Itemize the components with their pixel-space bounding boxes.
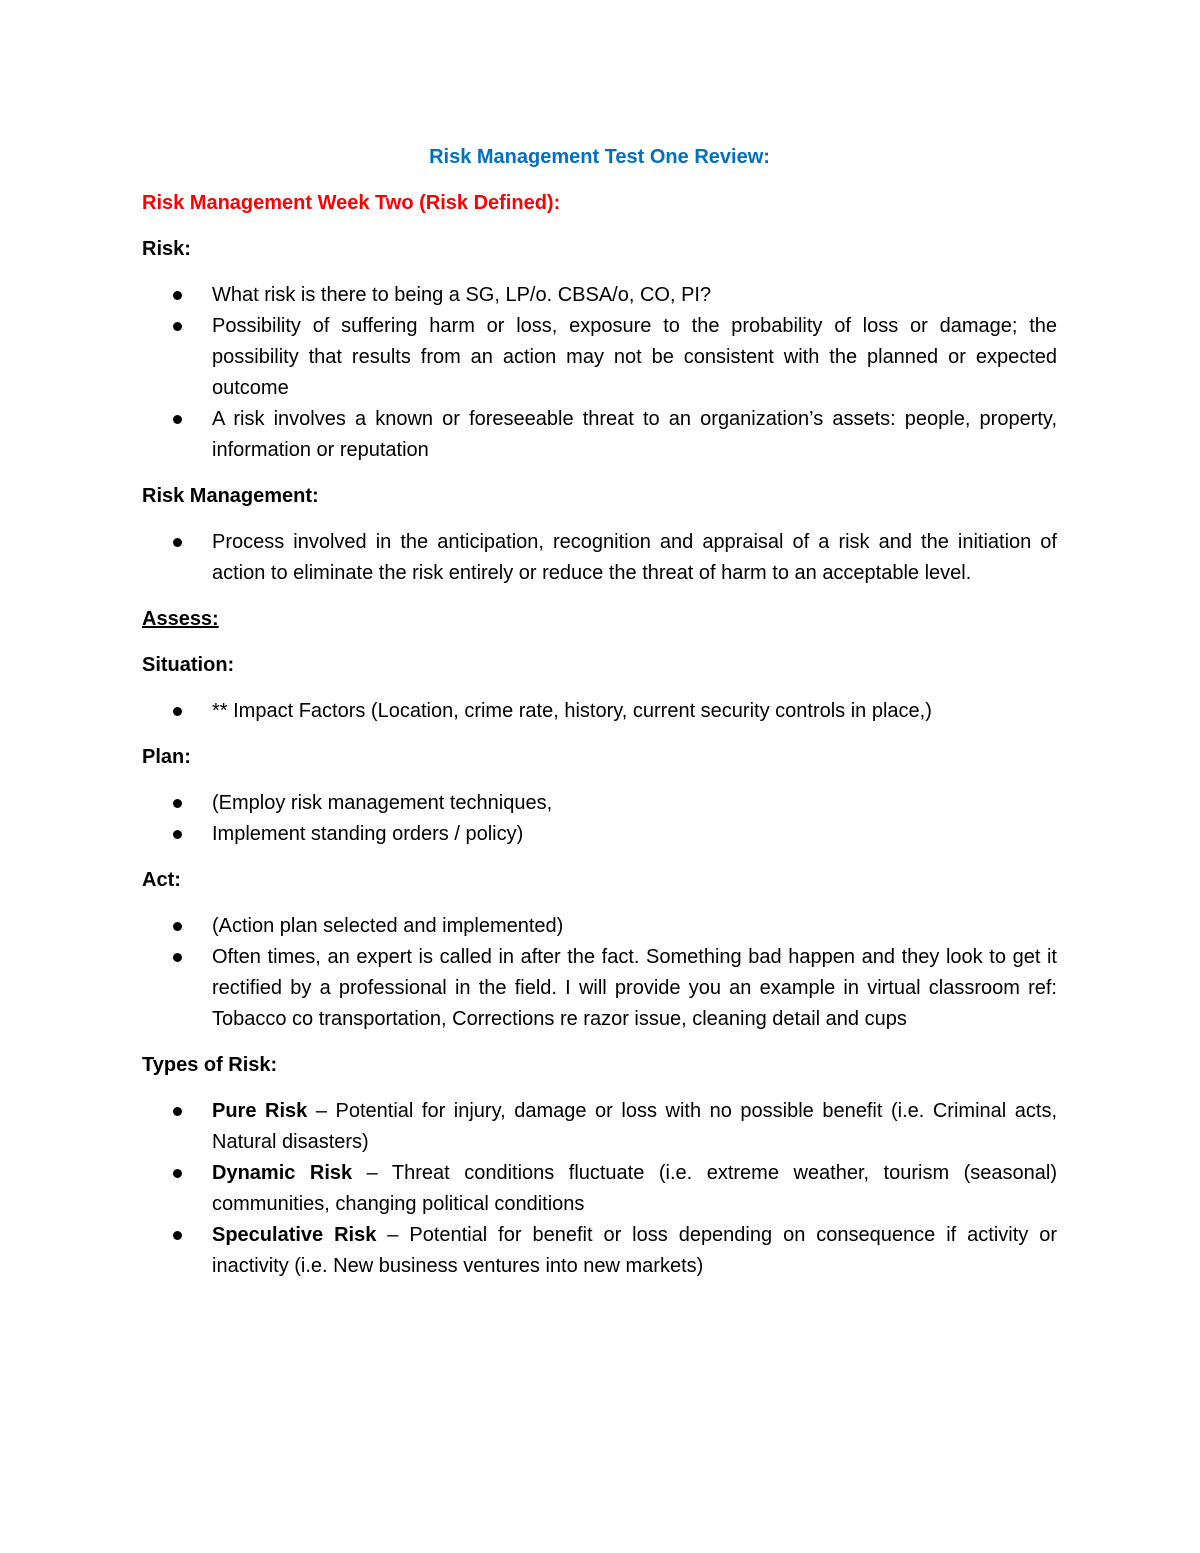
list-item-text: (Employ risk management techniques, — [212, 792, 553, 814]
list-item-text: Implement standing orders / policy) — [212, 823, 524, 845]
list-item — [142, 911, 1057, 942]
document-content — [142, 142, 1057, 1297]
list-item — [142, 942, 1057, 1035]
list-item-text: (Action plan selected and implemented) — [212, 915, 564, 937]
list-item-text: A risk involves a known or foreseeable threat to an organization’s assets: people, property, information or reputation — [212, 408, 1057, 461]
section-heading-assess: Assess: — [142, 608, 219, 630]
section-heading-plan: Plan: — [142, 746, 191, 768]
list-item-text: Possibility of suffering harm or loss, exposure to the probability of loss or damage; the possibility that results from an action may not be consistent with the planned or expected outcome — [212, 315, 1057, 399]
list-item — [142, 696, 1057, 727]
bullet-icon — [173, 538, 182, 547]
bullet-icon — [173, 707, 182, 716]
list-item — [142, 819, 1057, 850]
section-heading-situation: Situation: — [142, 654, 235, 676]
risk-list — [142, 280, 1057, 466]
document-subtitle: Risk Management Week Two (Risk Defined): — [142, 192, 561, 214]
list-item-text: ** Impact Factors (Location, crime rate, history, current security controls in place,) — [212, 700, 932, 722]
list-item — [142, 280, 1057, 311]
list-item — [142, 527, 1057, 589]
risk-type-term: Dynamic Risk — [212, 1162, 353, 1184]
plan-list — [142, 788, 1057, 850]
situation-list — [142, 696, 1057, 727]
bullet-icon — [173, 922, 182, 931]
bullet-icon — [173, 830, 182, 839]
bullet-icon — [173, 322, 182, 331]
document-title: Risk Management Test One Review: — [429, 146, 770, 168]
list-item-text: Often times, an expert is called in after the fact. Something bad happen and they look to get it rectified by a professional in the field. I will provide you an example in virtual classroom ref: Tobacco co transportation, Corrections re razor issue, cleaning detail and cups — [212, 946, 1057, 1030]
bullet-icon — [173, 1231, 182, 1240]
act-list — [142, 911, 1057, 1035]
list-item — [142, 1096, 1057, 1158]
risk-type-term: Pure Risk — [212, 1100, 308, 1122]
risk-type-description: – Potential for benefit or loss depending on consequence if activity or inactivity (i.e. New business ventures into new markets) — [212, 1224, 1057, 1277]
bullet-icon — [173, 1107, 182, 1116]
bullet-icon — [173, 415, 182, 424]
risk-management-list — [142, 527, 1057, 589]
list-item — [142, 788, 1057, 819]
bullet-icon — [173, 1169, 182, 1178]
risk-type-description: – Potential for injury, damage or loss with no possible benefit (i.e. Criminal acts, Natural disasters) — [212, 1100, 1057, 1153]
list-item — [142, 404, 1057, 466]
list-item — [142, 1158, 1057, 1220]
risk-type-description: – Threat conditions fluctuate (i.e. extreme weather, tourism (seasonal) communities, changing political conditions — [212, 1162, 1058, 1215]
bullet-icon — [173, 953, 182, 962]
list-item-text: Process involved in the anticipation, recognition and appraisal of a risk and the initiation of action to eliminate the risk entirely or reduce the threat of harm to an acceptable level. — [212, 531, 1057, 584]
types-of-risk-list — [142, 1096, 1057, 1282]
bullet-icon — [173, 799, 182, 808]
list-item-text: What risk is there to being a SG, LP/o. CBSA/o, CO, PI? — [212, 284, 712, 306]
risk-type-term: Speculative Risk — [212, 1224, 377, 1246]
section-heading-risk-management: Risk Management: — [142, 485, 319, 507]
section-heading-types-of-risk: Types of Risk: — [142, 1054, 278, 1076]
section-heading-risk: Risk: — [142, 238, 191, 260]
section-heading-act: Act: — [142, 869, 181, 891]
list-item — [142, 311, 1057, 404]
bullet-icon — [173, 291, 182, 300]
list-item — [142, 1220, 1057, 1282]
